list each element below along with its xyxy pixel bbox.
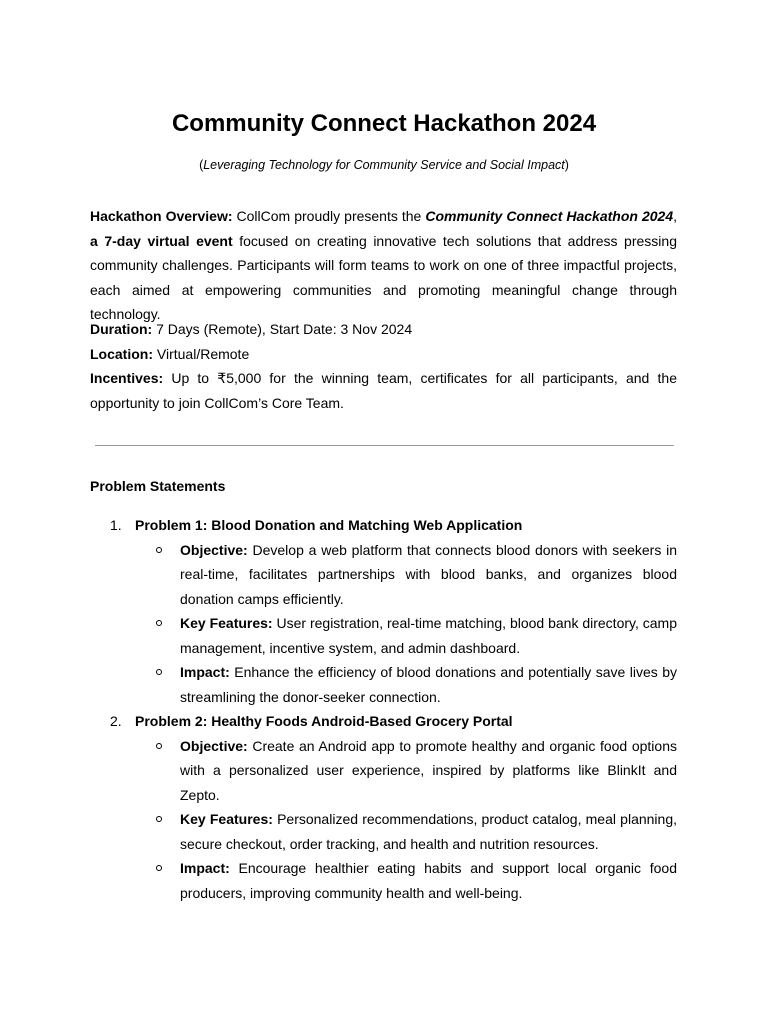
problem-number: 1. xyxy=(110,517,122,533)
duration-value: 7 Days (Remote), Start Date: 3 Nov 2024 xyxy=(152,321,413,337)
detail-text: Create an Android app to promote healthy and organic food options with a personalized user experience, inspired by platforms like BlinkIt and Zepto. xyxy=(180,737,677,803)
overview-paragraph xyxy=(90,204,677,327)
hollow-bullet-icon xyxy=(156,620,162,626)
duration-line xyxy=(90,317,677,342)
hollow-bullet-icon xyxy=(156,743,162,749)
subtitle-open-paren: ( xyxy=(199,158,204,172)
problem-detail-item xyxy=(135,856,677,905)
document-subtitle xyxy=(0,156,768,174)
problem-title: Problem 2: Healthy Foods Android-Based Grocery Portal xyxy=(135,713,513,729)
hollow-bullet-icon xyxy=(156,669,162,675)
hollow-bullet-icon xyxy=(156,816,162,822)
hollow-bullet-icon xyxy=(156,547,162,553)
detail-text: Encourage healthier eating habits and support local organic food producers, improving community health and well-being. xyxy=(180,860,677,901)
problem-detail-item xyxy=(135,734,677,808)
location-label: Location: xyxy=(90,345,153,362)
detail-label: Objective: xyxy=(180,737,248,754)
detail-text: Enhance the efficiency of blood donations and potentially save lives by streamlining the donor-seeker connection. xyxy=(180,664,677,705)
incentives-line xyxy=(90,366,677,415)
overview-text-2: focused on creating innovative tech solutions that address pressing community challenges. Participants will form teams to work on one of three impactful projects, each aimed at empowering communities and promoting meaningful change through technology. xyxy=(90,232,677,322)
detail-label: Key Features: xyxy=(180,615,273,631)
horizontal-divider xyxy=(95,445,674,446)
subtitle-text: Leveraging Technology for Community Service and Social Impact xyxy=(203,158,565,172)
detail-text: User registration, real-time matching, blood bank directory, camp management, incentive system, and admin dashboard. xyxy=(180,615,678,656)
problem-statements-heading: Problem Statements xyxy=(90,478,226,494)
overview-text-1: CollCom proudly presents the xyxy=(232,208,426,224)
problem-list xyxy=(90,513,677,905)
overview-event-name: Community Connect Hackathon 2024 xyxy=(425,208,674,224)
problem-detail-item xyxy=(135,611,677,660)
incentives-value: Up to ₹5,000 for the winning team, certificates for all participants, and the opportunity to join CollCom’s Core Team. xyxy=(90,370,677,411)
problem-details xyxy=(135,538,677,710)
location-line xyxy=(90,342,677,367)
duration-label: Duration: xyxy=(90,321,153,337)
hollow-bullet-icon xyxy=(156,865,162,871)
detail-label: Impact: xyxy=(180,664,230,680)
document-title: Community Connect Hackathon 2024 xyxy=(171,110,597,137)
incentives-label: Incentives: xyxy=(90,370,164,386)
overview-event-type: a 7-day virtual event xyxy=(90,232,233,249)
problem-item xyxy=(90,513,677,709)
detail-label: Objective: xyxy=(180,541,248,558)
overview-label: Hackathon Overview: xyxy=(90,208,233,224)
overview-comma: , xyxy=(673,208,677,224)
detail-label: Key Features: xyxy=(180,811,273,827)
problem-number: 2. xyxy=(110,713,122,729)
subtitle-close-paren: ) xyxy=(564,158,569,172)
detail-text: Develop a web platform that connects blood donors with seekers in real-time, facilitates partnerships with blood banks, and organizes blood donation camps efficiently. xyxy=(180,541,677,607)
detail-label: Impact: xyxy=(180,860,230,876)
detail-text: Personalized recommendations, product catalog, meal planning, secure checkout, order tracking, and health and nutrition resources. xyxy=(180,811,678,852)
problem-detail-item xyxy=(135,660,677,709)
problem-detail-item xyxy=(135,807,677,856)
problem-details xyxy=(135,734,677,906)
event-details xyxy=(90,317,677,415)
problem-detail-item xyxy=(135,538,677,612)
problem-title: Problem 1: Blood Donation and Matching Web Application xyxy=(135,517,523,533)
location-value: Virtual/Remote xyxy=(153,345,250,362)
problem-item xyxy=(90,709,677,905)
